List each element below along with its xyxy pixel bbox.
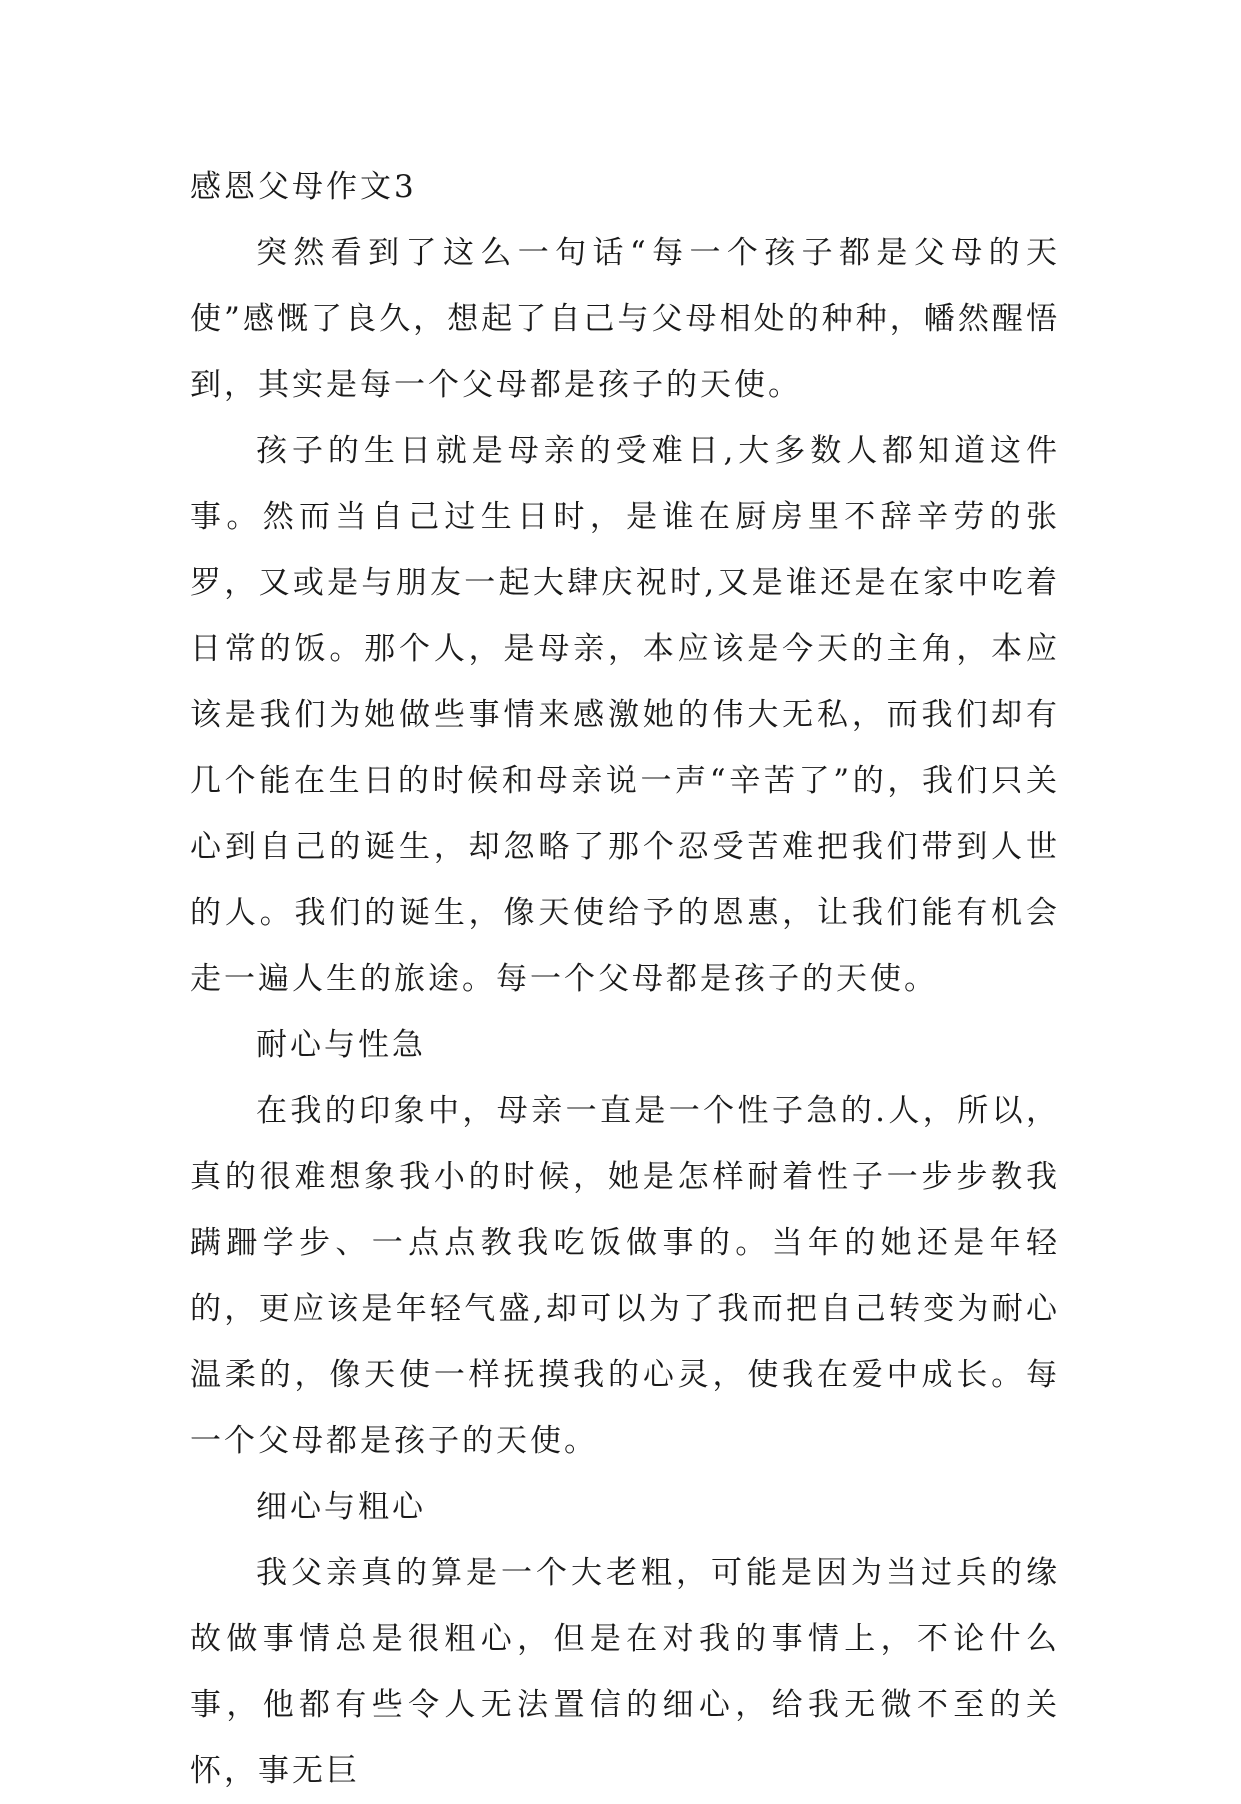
paragraph: 孩子的生日就是母亲的受难日,大多数人都知道这件事。然而当自己过生日时，是谁在厨房里不辞辛劳的张罗，又或是与朋友一起大肆庆祝时,又是谁还是在家中吃着日常的饭。那个人，是母亲，本应该是今天的主角，本应该是我们为她做些事情来感激她的伟大无私，而我们却有几个能在生日的时候和母亲说一声“辛苦了”的，我们只关心到自己的诞生，却忽略了那个忍受苦难把我们带到人世的人。我们的诞生，像天使给予的恩惠，让我们能有机会走一遍人生的旅途。每一个父母都是孩子的天使。 [190,433,1060,997]
section-heading: 耐心与性急 [256,1027,426,1063]
document-title: 感恩父母作文3 [190,169,417,205]
document-body [190,154,1060,1804]
section-heading: 细心与粗心 [256,1489,426,1525]
paragraph: 突然看到了这么一句话“每一个孩子都是父母的天使”感慨了良久，想起了自己与父母相处的种种，幡然醒悟到，其实是每一个父母都是孩子的天使。 [190,235,1060,403]
paragraph: 我父亲真的算是一个大老粗，可能是因为当过兵的缘故做事情总是很粗心，但是在对我的事情上，不论什么事，他都有些令人无法置信的细心，给我无微不至的关怀，事无巨 [190,1555,1060,1789]
paragraph: 在我的印象中，母亲一直是一个性子急的.人，所以，真的很难想象我小的时候，她是怎样耐着性子一步步教我蹒跚学步、一点点教我吃饭做事的。当年的她还是年轻的，更应该是年轻气盛,却可以为了我而把自己转变为耐心温柔的，像天使一样抚摸我的心灵，使我在爱中成长。每一个父母都是孩子的天使。 [190,1093,1060,1459]
